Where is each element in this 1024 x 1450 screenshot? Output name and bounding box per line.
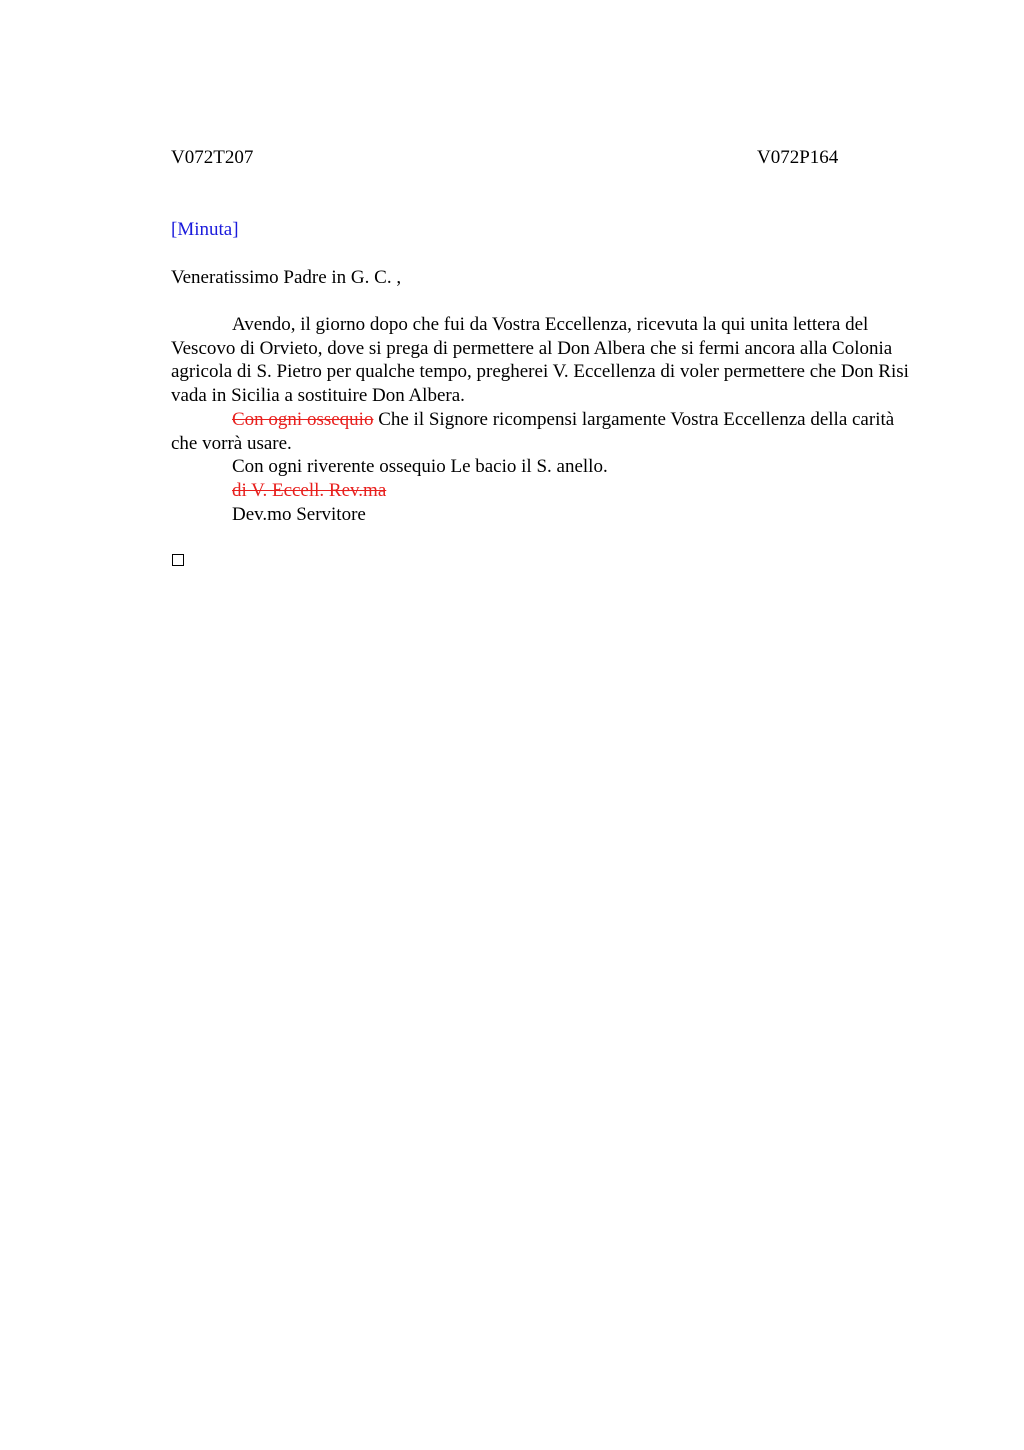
document-page — [171, 146, 919, 525]
reference-header — [171, 146, 919, 170]
paragraph-thanks — [171, 408, 919, 455]
left-reference-code: V072T207 — [171, 147, 254, 168]
paragraph-request: Avendo, il giorno dopo che fui da Vostra Eccellenza, ricevuta la qui unita lettera del Vescovo di Orvieto, dove si prega di permettere al Don Albera che si fermi ancora alla Colonia agricola di S. Pietro per qualche tempo, pregherei V. Eccellenza di voler permettere che Don Risi vada in Sicilia a sostituire Don Albera. — [171, 314, 909, 407]
deleted-phrase: Con ogni ossequio — [232, 408, 374, 430]
salutation: Veneratissimo Padre in G. C. , — [171, 267, 402, 288]
minuta-label: [Minuta] — [171, 219, 239, 240]
closing-line: Con ogni riverente ossequio Le bacio il S. anello. — [232, 456, 608, 478]
checkbox-square — [172, 554, 184, 566]
deleted-closing-line: di V. Eccell. Rev.ma — [232, 479, 387, 501]
right-reference-code: V072P164 — [757, 147, 839, 168]
letter-body — [171, 313, 919, 526]
paragraph-thanks-text: Che il Signore ricompensi largamente Vostra Eccellenza della carità che vorrà usare. — [171, 408, 895, 454]
signature-line: Dev.mo Servitore — [232, 503, 366, 525]
